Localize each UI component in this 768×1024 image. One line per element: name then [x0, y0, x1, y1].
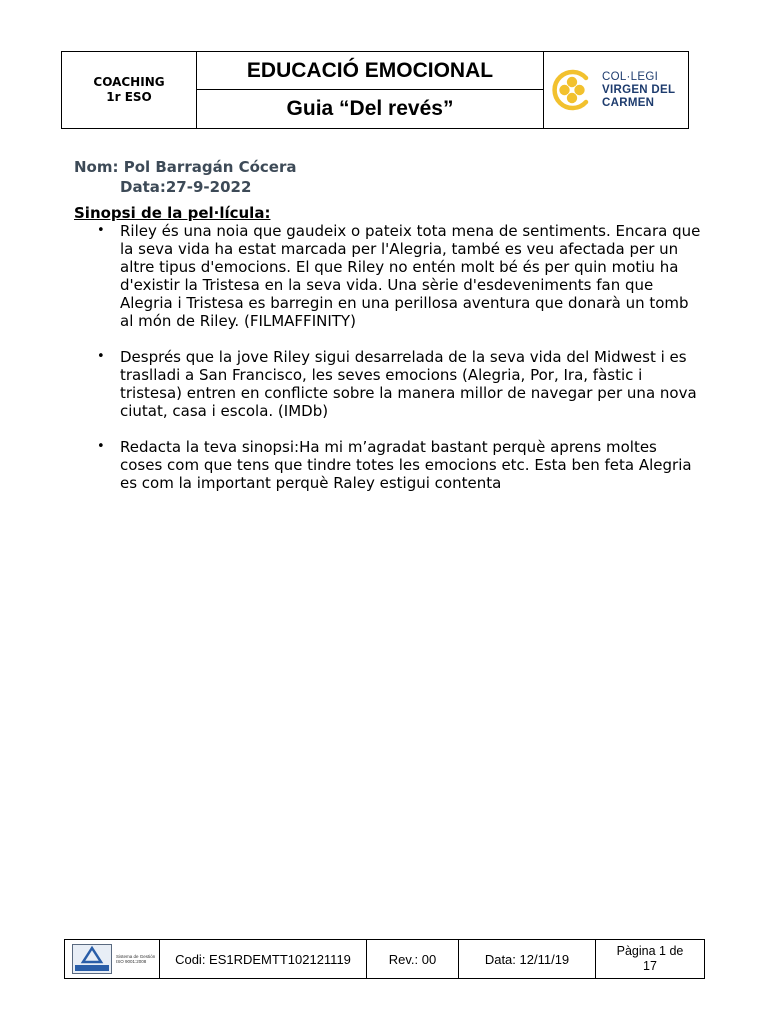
document-subtitle: Guia “Del revés”: [197, 90, 544, 128]
list-item: [95, 438, 703, 492]
certification-logo: [72, 944, 112, 974]
bullet-icon: •: [97, 349, 105, 364]
course-level: 1r ESO: [106, 90, 152, 104]
school-name: [602, 71, 675, 110]
list-item: [95, 348, 703, 420]
bullet-icon: •: [97, 439, 105, 454]
school-name-line3: CARMEN: [602, 96, 655, 109]
document-code: Codi: ES1RDEMTT102121119: [160, 940, 367, 978]
course-label: COACHING: [93, 75, 165, 89]
page-number-line1: Pàgina 1 de: [616, 944, 684, 958]
document-title: EDUCACIÓ EMOCIONAL: [197, 52, 544, 90]
list-item-text: Després que la jove Riley sigui desarrelada de la seva vida del Midwest i es traslladi a San Francisco, les seves emocions (Alegria, Por, Ira, fàstic i tristesa) entren en conflicte sobre la manera millor de navegar per una nova ciutat, casa i escola. (IMDb): [120, 348, 697, 420]
school-name-line1: COL·LEGI: [602, 70, 659, 83]
document-revision: Rev.: 00: [367, 940, 459, 978]
school-logo-icon: [550, 68, 594, 112]
section-title: Sinopsi de la pel·lícula:: [74, 204, 271, 222]
page-number-line2: 17: [643, 959, 657, 973]
triangle-icon: [73, 945, 111, 973]
list-item: [95, 222, 703, 330]
document-footer: [64, 939, 705, 979]
page-number: [596, 940, 704, 978]
bullet-icon: •: [97, 223, 105, 238]
certification-cell: [65, 940, 160, 978]
document-date: Data: 12/11/19: [459, 940, 596, 978]
student-info: [74, 157, 297, 197]
certification-text: Sistema de Gestión ISO 9001:2008: [116, 954, 156, 964]
synopsis-list: [95, 222, 703, 510]
list-item-text: Redacta la teva sinopsi:Ha mi m’agradat bastant perquè aprens moltes coses com que tens que tindre totes les emocions etc. Esta ben feta Alegria es com la important perquè Raley estigui contenta: [120, 438, 692, 492]
document-header: [61, 51, 689, 129]
student-name: Nom: Pol Barragán Cócera: [74, 158, 297, 176]
course-cell: [62, 52, 197, 128]
student-date: Data:27-9-2022: [120, 178, 252, 196]
school-logo: [544, 52, 688, 128]
school-name-line2: VIRGEN DEL: [602, 83, 676, 96]
list-item-text: Riley és una noia que gaudeix o pateix tota mena de sentiments. Encara que la seva vida ha estat marcada per l'Alegria, també es veu afectada per un altre tipus d'emocions. El que Riley no entén molt bé és per quin motiu ha d'existir la Tristesa en la seva vida. Una sèrie d'esdeveniments fan que Alegria i Tristesa es barregin en una perillosa aventura que donarà un tomb al món de Riley. (FILMAFFINITY): [120, 222, 701, 330]
